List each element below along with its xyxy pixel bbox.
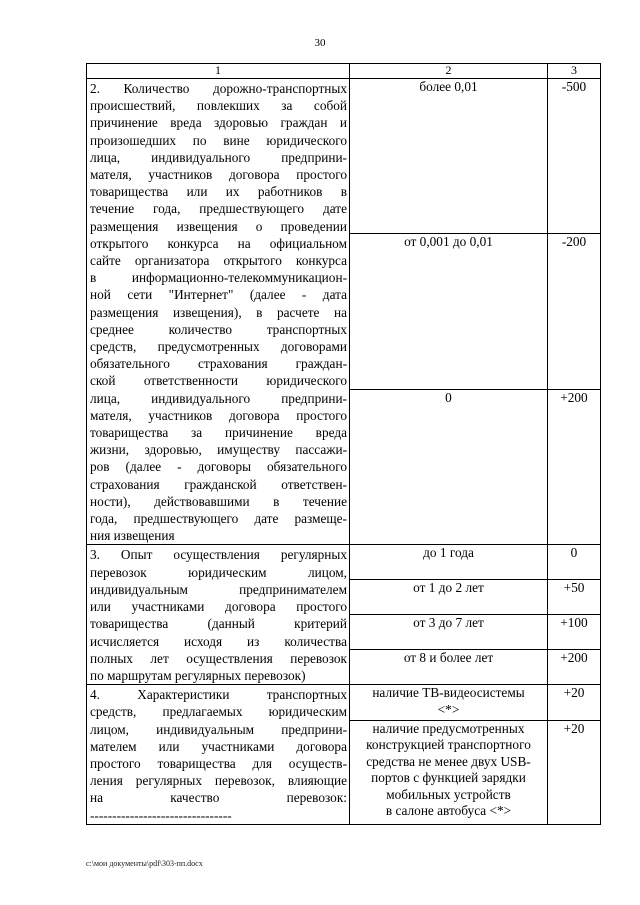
criterion-line: страхования гражданской ответствен- [90, 476, 347, 492]
option-points: +200 [548, 650, 601, 685]
option-value [350, 720, 548, 824]
option-points: +20 [548, 685, 601, 720]
table-row [87, 545, 601, 580]
criterion-line: мателя, участников договора простого [90, 407, 347, 423]
criterion-line: или участниками договора простого [90, 599, 347, 615]
criterion-line: товарищества за причинение вреда [90, 425, 347, 441]
option-value: от 0,001 до 0,01 [350, 234, 548, 389]
option-value-line: конструкцией транспортного [366, 737, 531, 753]
criterion-line: на качество перевозок: [90, 790, 347, 806]
criterion-line: причинение вреда здоровью граждан и [90, 115, 347, 131]
option-points: -500 [548, 79, 601, 234]
criterion-line: простого товарищества для осуществ- [90, 755, 347, 771]
criterion-line: обязательного страхования граждан- [90, 356, 347, 372]
option-value-line: портов с функцией зарядки [371, 770, 526, 786]
criterion-line: 2. Количество дорожно-транспортных [90, 81, 347, 96]
option-value [350, 685, 548, 720]
criterion-line: лица, индивидуального предприни- [90, 390, 347, 406]
criterion-line: жизни, здоровью, имуществу пассажи- [90, 442, 347, 458]
criterion-line: товарищества (данный критерий [90, 616, 347, 632]
criterion-line: ров (далее - договоры обязательного [90, 459, 347, 475]
criterion-line: ления регулярных перевозок, влияющие [90, 773, 347, 789]
criteria-table [86, 63, 601, 825]
criterion-line: в информационно-телекоммуникацион- [90, 270, 347, 286]
option-value: от 3 до 7 лет [350, 615, 548, 650]
criterion-line: товарищества или их работников в [90, 184, 347, 200]
criterion-line: мателя, участников договора простого [90, 167, 347, 183]
option-points: +20 [548, 720, 601, 824]
criterion-line: ния извещения [90, 528, 175, 544]
option-value: до 1 года [350, 545, 548, 580]
criterion-line: размещения извещения), в расчете на [90, 304, 347, 320]
option-value: 0 [350, 389, 548, 545]
criterion-line: мателем или участниками договора [90, 738, 347, 754]
footer-file-path: c:\мои документы\pdf\303-пп.docx [86, 859, 203, 868]
option-value: от 1 до 2 лет [350, 580, 548, 615]
criterion-line: средств, предлагаемых юридическим [90, 704, 347, 720]
option-value-line: наличие предусмотренных [372, 720, 525, 736]
criterion-line: перевозок юридическим лицом, [90, 564, 347, 580]
criterion-line: произошедших по вине юридического [90, 132, 347, 148]
criterion-description [87, 79, 350, 545]
criterion-line: открытого конкурса на официальном [90, 235, 347, 251]
criterion-line: лицом, индивидуальным предприни- [90, 721, 347, 737]
criterion-description [87, 685, 350, 825]
criterion-line: ной сети "Интернет" (далее - дата [90, 287, 347, 303]
option-points: 0 [548, 545, 601, 580]
option-value-line: в салоне автобуса <*> [385, 803, 512, 819]
criterion-line: года, предшествующего дате размеще- [90, 511, 347, 527]
table-row [87, 79, 601, 234]
criterion-line: -------------------------------- [90, 807, 232, 823]
option-points: +200 [548, 389, 601, 545]
column-header: 3 [548, 64, 601, 79]
column-header: 1 [87, 64, 350, 79]
column-header: 2 [350, 64, 548, 79]
criterion-line: лица, индивидуального предприни- [90, 149, 347, 165]
criterion-line: полных лет осуществления перевозок [90, 650, 347, 666]
option-points: +100 [548, 615, 601, 650]
criterion-line: течение года, предшествующего дате [90, 201, 347, 217]
criterion-line: среднее количество транспортных [90, 321, 347, 337]
option-value-line: мобильных устройств [386, 786, 511, 802]
page-number: 30 [314, 37, 326, 49]
table-header-row [87, 64, 601, 79]
table-row [87, 685, 601, 720]
criterion-line: сайте организатора открытого конкурса [90, 253, 347, 269]
criterion-line: ности), действовавшими в течение [90, 493, 347, 509]
criterion-line: по маршрутам регулярных перевозок) [90, 667, 306, 683]
criterion-line: происшествий, повлекших за собой [90, 98, 347, 114]
criterion-line: размещения извещения о проведении [90, 218, 347, 234]
option-value: от 8 и более лет [350, 650, 548, 685]
option-points: -200 [548, 234, 601, 389]
option-points: +50 [548, 580, 601, 615]
criterion-description [87, 545, 350, 685]
option-value-line: наличие ТВ-видеосистемы [372, 685, 525, 701]
criterion-line: исчисляется исходя из количества [90, 633, 347, 649]
option-value: более 0,01 [350, 79, 548, 234]
option-value-line: <*> [437, 701, 460, 717]
criterion-line: 3. Опыт осуществления регулярных [90, 547, 347, 563]
criterion-line: ской ответственности юридического [90, 373, 347, 389]
criterion-line: индивидуальным предпринимателем [90, 581, 347, 597]
criterion-line: 4. Характеристики транспортных [90, 687, 347, 703]
option-value-line: средства не менее двух USB- [366, 753, 531, 769]
criterion-line: средств, предусмотренных договорами [90, 339, 347, 355]
